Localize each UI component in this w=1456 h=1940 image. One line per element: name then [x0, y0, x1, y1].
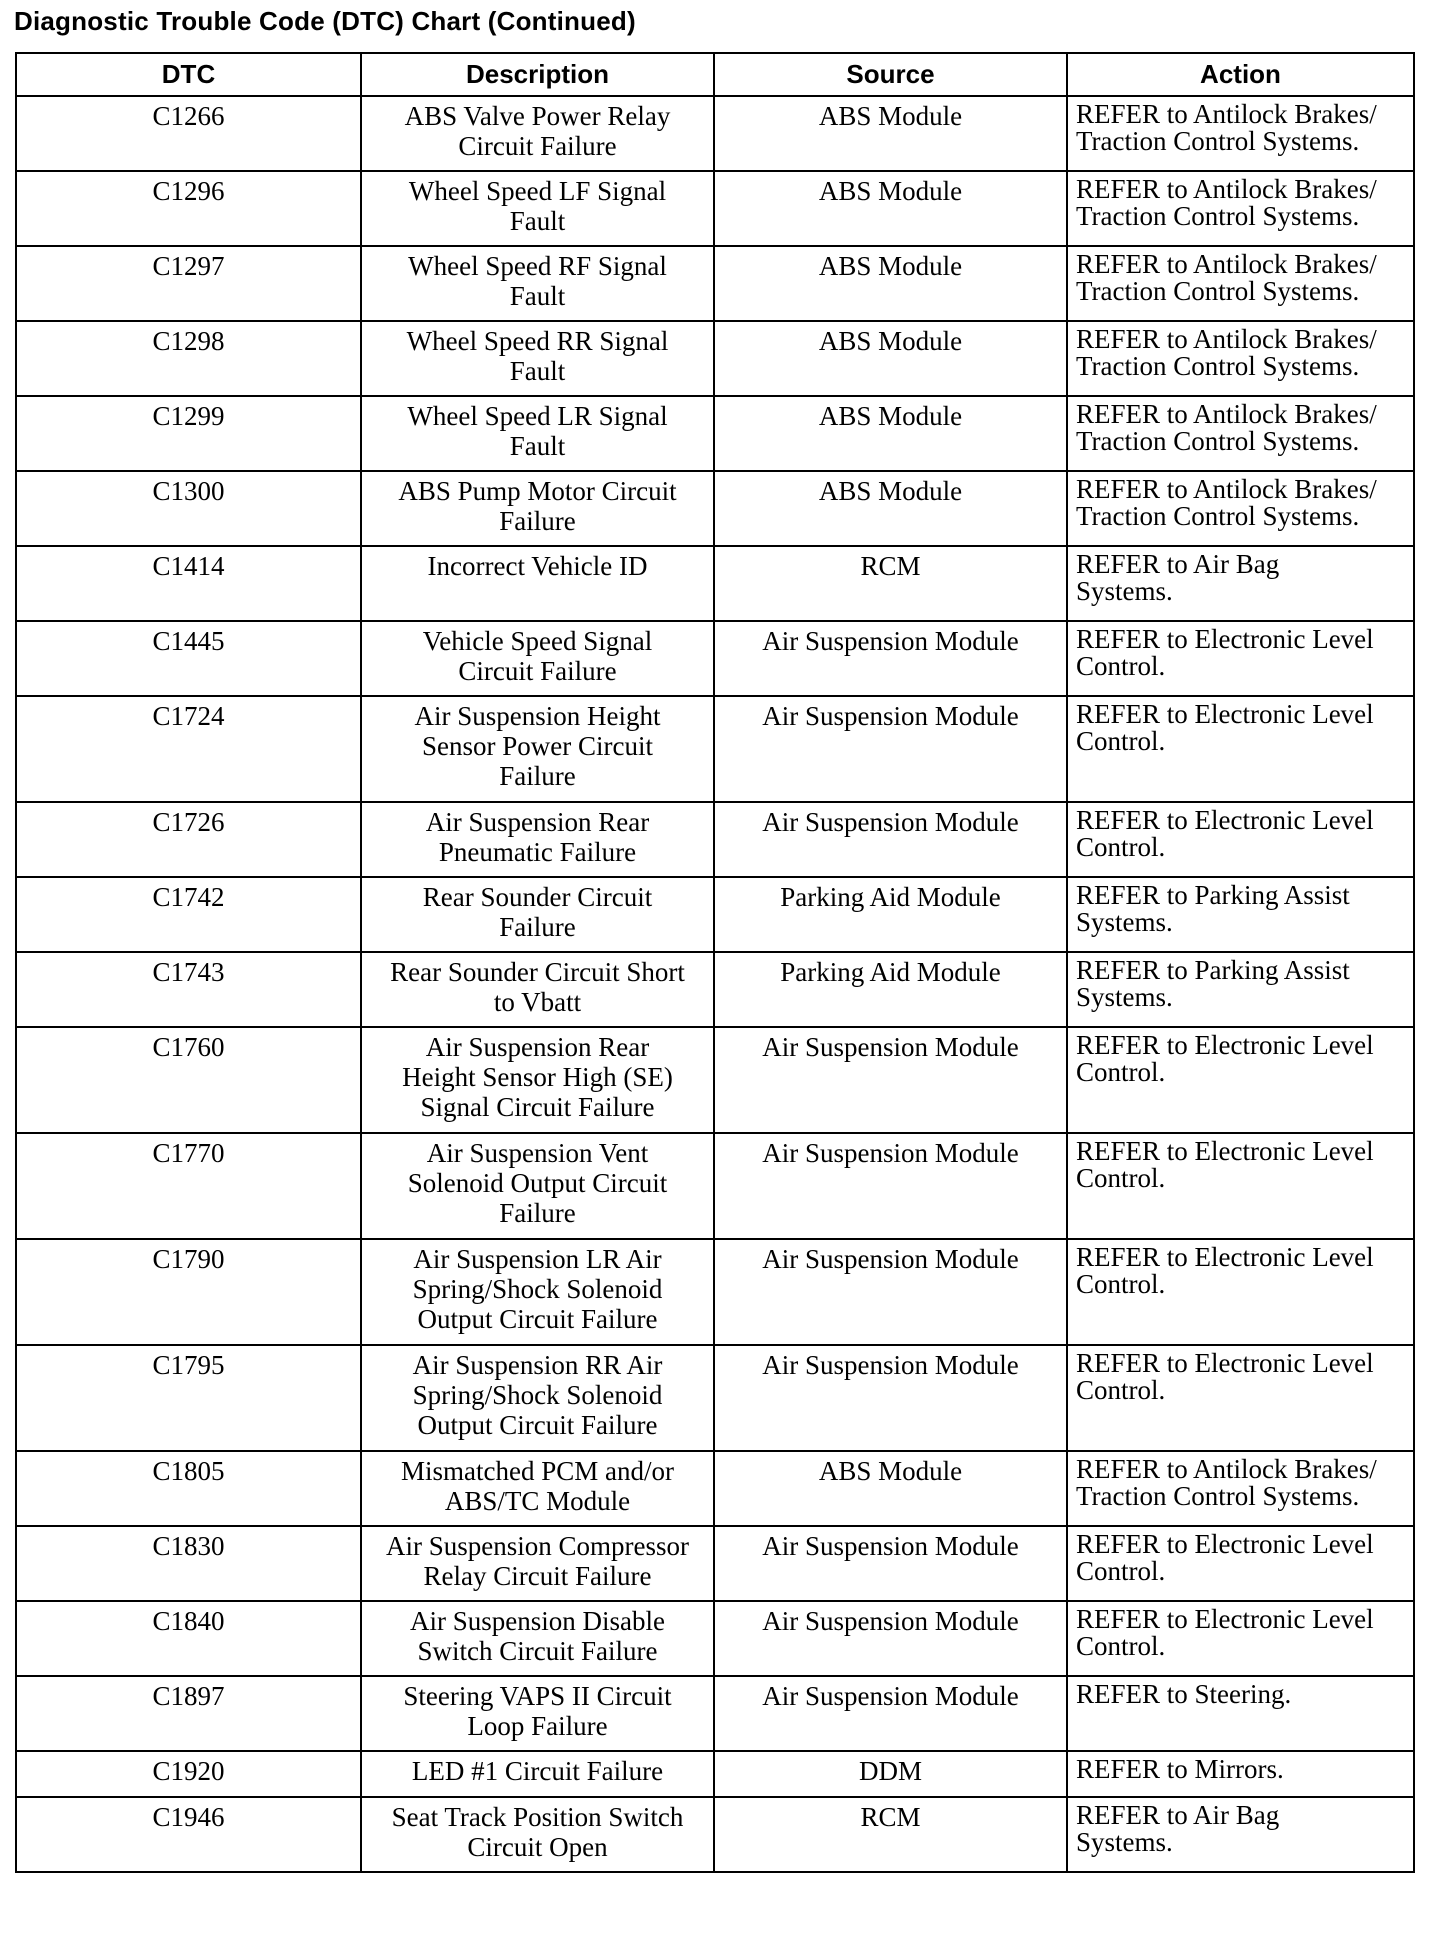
- source-cell: Air Suspension Module: [714, 802, 1067, 877]
- action-line: Control.: [1076, 1556, 1166, 1586]
- description-line: Failure: [499, 1198, 576, 1228]
- dtc-code-cell: C1770: [16, 1133, 361, 1239]
- action-line: REFER to Antilock Brakes/: [1076, 249, 1377, 279]
- table-row: [16, 802, 1414, 877]
- action-cell: [1067, 621, 1414, 696]
- action-cell: [1067, 546, 1414, 621]
- action-line: REFER to Electronic Level: [1076, 1136, 1374, 1166]
- description-cell: [361, 1797, 714, 1872]
- table-row: [16, 1133, 1414, 1239]
- dtc-code-cell: C1299: [16, 396, 361, 471]
- dtc-code-cell: C1298: [16, 321, 361, 396]
- source-cell: ABS Module: [714, 96, 1067, 171]
- description-cell: [361, 1676, 714, 1751]
- description-cell: [361, 546, 714, 621]
- source-cell: RCM: [714, 546, 1067, 621]
- description-cell: [361, 1345, 714, 1451]
- description-line: Air Suspension Rear: [425, 1032, 650, 1062]
- action-cell: [1067, 1345, 1414, 1451]
- action-line: REFER to Electronic Level: [1076, 1030, 1374, 1060]
- description-cell: [361, 1451, 714, 1526]
- description-line: Wheel Speed RF Signal: [408, 251, 667, 281]
- table-row: [16, 877, 1414, 952]
- dtc-code-cell: C1840: [16, 1601, 361, 1676]
- description-line: Pneumatic Failure: [438, 837, 637, 867]
- dtc-code-cell: C1445: [16, 621, 361, 696]
- action-line: REFER to Antilock Brakes/: [1076, 399, 1377, 429]
- dtc-code-cell: C1790: [16, 1239, 361, 1345]
- table-row: [16, 1345, 1414, 1451]
- description-line: Wheel Speed LF Signal: [408, 176, 667, 206]
- action-line: REFER to Electronic Level: [1076, 805, 1374, 835]
- column-header-action: Action: [1067, 53, 1414, 96]
- description-line: Failure: [499, 761, 576, 791]
- description-cell: [361, 1239, 714, 1345]
- page-title: Diagnostic Trouble Code (DTC) Chart (Continued): [14, 6, 636, 36]
- dtc-code-cell: C1743: [16, 952, 361, 1027]
- source-cell: ABS Module: [714, 1451, 1067, 1526]
- action-cell: [1067, 1526, 1414, 1601]
- description-line: Air Suspension Rear: [425, 807, 650, 837]
- action-cell: [1067, 1239, 1414, 1345]
- source-cell: DDM: [714, 1751, 1067, 1797]
- description-cell: [361, 696, 714, 802]
- description-cell: [361, 321, 714, 396]
- table-row: [16, 171, 1414, 246]
- dtc-code-cell: C1795: [16, 1345, 361, 1451]
- action-cell: [1067, 1797, 1414, 1872]
- source-cell: ABS Module: [714, 171, 1067, 246]
- action-line: REFER to Electronic Level: [1076, 1529, 1374, 1559]
- action-cell: [1067, 321, 1414, 396]
- description-line: Loop Failure: [467, 1711, 608, 1741]
- table-row: [16, 471, 1414, 546]
- action-line: Traction Control Systems.: [1076, 501, 1360, 531]
- action-line: Control.: [1076, 1375, 1166, 1405]
- action-cell: [1067, 1601, 1414, 1676]
- dtc-code-cell: C1296: [16, 171, 361, 246]
- source-cell: Parking Aid Module: [714, 952, 1067, 1027]
- description-line: Switch Circuit Failure: [417, 1636, 658, 1666]
- description-cell: [361, 1601, 714, 1676]
- action-cell: [1067, 1676, 1414, 1751]
- action-line: REFER to Electronic Level: [1076, 1348, 1374, 1378]
- table-row: [16, 952, 1414, 1027]
- description-line: Rear Sounder Circuit: [422, 882, 653, 912]
- table-row: [16, 96, 1414, 171]
- action-line: REFER to Parking Assist: [1076, 955, 1350, 985]
- table-header-row: [16, 53, 1414, 96]
- source-cell: RCM: [714, 1797, 1067, 1872]
- action-line: Control.: [1076, 1163, 1166, 1193]
- column-header-dtc: DTC: [16, 53, 361, 96]
- table-row: [16, 1751, 1414, 1797]
- source-cell: Air Suspension Module: [714, 1239, 1067, 1345]
- action-line: Systems.: [1076, 1827, 1173, 1857]
- action-cell: [1067, 1451, 1414, 1526]
- action-line: REFER to Antilock Brakes/: [1076, 324, 1377, 354]
- description-cell: [361, 1526, 714, 1601]
- table-row: [16, 1451, 1414, 1526]
- description-line: Fault: [509, 281, 566, 311]
- dtc-code-cell: C1266: [16, 96, 361, 171]
- description-line: Air Suspension Compressor: [386, 1531, 689, 1561]
- description-line: Spring/Shock Solenoid: [412, 1380, 663, 1410]
- source-cell: Air Suspension Module: [714, 1601, 1067, 1676]
- description-cell: [361, 246, 714, 321]
- action-line: REFER to Antilock Brakes/: [1076, 174, 1377, 204]
- source-cell: Air Suspension Module: [714, 1027, 1067, 1133]
- table-body: [16, 96, 1414, 1872]
- action-line: Control.: [1076, 832, 1166, 862]
- action-line: REFER to Electronic Level: [1076, 624, 1374, 654]
- action-line: REFER to Antilock Brakes/: [1076, 1454, 1377, 1484]
- description-cell: [361, 952, 714, 1027]
- action-line: REFER to Antilock Brakes/: [1076, 99, 1377, 129]
- table-row: [16, 1601, 1414, 1676]
- description-line: Air Suspension Height: [414, 701, 661, 731]
- description-line: Vehicle Speed Signal: [422, 626, 653, 656]
- description-line: Spring/Shock Solenoid: [412, 1274, 663, 1304]
- action-cell: [1067, 246, 1414, 321]
- description-line: ABS Valve Power Relay: [404, 101, 671, 131]
- source-cell: Air Suspension Module: [714, 696, 1067, 802]
- description-cell: [361, 471, 714, 546]
- description-line: Failure: [499, 506, 576, 536]
- action-line: Traction Control Systems.: [1076, 351, 1360, 381]
- description-line: Fault: [509, 206, 566, 236]
- description-line: Wheel Speed LR Signal: [407, 401, 668, 431]
- action-line: Control.: [1076, 726, 1166, 756]
- action-line: REFER to Electronic Level: [1076, 1242, 1374, 1272]
- action-cell: [1067, 471, 1414, 546]
- description-line: Sensor Power Circuit: [422, 731, 653, 761]
- description-line: Circuit Failure: [458, 656, 617, 686]
- description-line: Rear Sounder Circuit Short: [390, 957, 685, 987]
- description-line: Seat Track Position Switch: [391, 1802, 684, 1832]
- dtc-code-cell: C1760: [16, 1027, 361, 1133]
- description-cell: [361, 1027, 714, 1133]
- action-cell: [1067, 396, 1414, 471]
- source-cell: ABS Module: [714, 246, 1067, 321]
- action-cell: [1067, 877, 1414, 952]
- action-line: Traction Control Systems.: [1076, 126, 1360, 156]
- action-line: REFER to Electronic Level: [1076, 699, 1374, 729]
- description-line: Height Sensor High (SE): [402, 1062, 673, 1092]
- action-line: Control.: [1076, 651, 1166, 681]
- description-cell: [361, 621, 714, 696]
- description-line: ABS/TC Module: [444, 1486, 631, 1516]
- action-line: Traction Control Systems.: [1076, 201, 1360, 231]
- action-cell: [1067, 1751, 1414, 1797]
- description-line: Steering VAPS II Circuit: [403, 1681, 672, 1711]
- dtc-code-cell: C1897: [16, 1676, 361, 1751]
- description-line: Relay Circuit Failure: [423, 1561, 652, 1591]
- description-line: Fault: [509, 356, 566, 386]
- description-line: Mismatched PCM and/or: [401, 1456, 674, 1486]
- source-cell: Air Suspension Module: [714, 1345, 1067, 1451]
- action-cell: [1067, 1133, 1414, 1239]
- source-cell: Air Suspension Module: [714, 1676, 1067, 1751]
- dtc-code-cell: C1742: [16, 877, 361, 952]
- table-row: [16, 396, 1414, 471]
- table-row: [16, 321, 1414, 396]
- action-line: Traction Control Systems.: [1076, 426, 1360, 456]
- description-line: Circuit Open: [467, 1832, 608, 1862]
- description-line: Output Circuit Failure: [417, 1410, 658, 1440]
- table-row: [16, 1239, 1414, 1345]
- description-line: Signal Circuit Failure: [420, 1092, 655, 1122]
- dtc-code-cell: C1297: [16, 246, 361, 321]
- table-row: [16, 1676, 1414, 1751]
- action-line: Control.: [1076, 1631, 1166, 1661]
- action-line: REFER to Mirrors.: [1076, 1754, 1284, 1784]
- source-cell: Air Suspension Module: [714, 1526, 1067, 1601]
- column-header-description: Description: [361, 53, 714, 96]
- description-line: Failure: [499, 912, 576, 942]
- description-line: Air Suspension LR Air: [413, 1244, 662, 1274]
- action-line: REFER to Electronic Level: [1076, 1604, 1374, 1634]
- action-cell: [1067, 171, 1414, 246]
- action-line: Systems.: [1076, 907, 1173, 937]
- source-cell: ABS Module: [714, 396, 1067, 471]
- table-row: [16, 696, 1414, 802]
- description-cell: [361, 1133, 714, 1239]
- source-cell: ABS Module: [714, 321, 1067, 396]
- dtc-code-cell: C1946: [16, 1797, 361, 1872]
- description-cell: [361, 171, 714, 246]
- action-line: REFER to Air Bag: [1076, 1800, 1280, 1830]
- action-line: REFER to Air Bag: [1076, 549, 1280, 579]
- action-line: REFER to Parking Assist: [1076, 880, 1350, 910]
- dtc-code-cell: C1805: [16, 1451, 361, 1526]
- description-cell: [361, 96, 714, 171]
- column-header-source: Source: [714, 53, 1067, 96]
- description-line: to Vbatt: [493, 987, 582, 1017]
- description-line: Air Suspension Vent: [426, 1138, 649, 1168]
- description-line: LED #1 Circuit Failure: [411, 1756, 664, 1786]
- description-cell: [361, 396, 714, 471]
- action-line: Control.: [1076, 1057, 1166, 1087]
- description-line: Circuit Failure: [458, 131, 617, 161]
- action-line: Traction Control Systems.: [1076, 276, 1360, 306]
- action-line: REFER to Steering.: [1076, 1679, 1292, 1709]
- action-cell: [1067, 1027, 1414, 1133]
- table-row: [16, 546, 1414, 621]
- dtc-code-cell: C1300: [16, 471, 361, 546]
- dtc-table: [15, 52, 1415, 1873]
- source-cell: Air Suspension Module: [714, 621, 1067, 696]
- description-line: Solenoid Output Circuit: [407, 1168, 668, 1198]
- table-row: [16, 246, 1414, 321]
- table-row: [16, 1797, 1414, 1872]
- action-line: REFER to Antilock Brakes/: [1076, 474, 1377, 504]
- description-line: Air Suspension RR Air: [412, 1350, 663, 1380]
- action-cell: [1067, 96, 1414, 171]
- table-row: [16, 1526, 1414, 1601]
- table-row: [16, 621, 1414, 696]
- dtc-code-cell: C1726: [16, 802, 361, 877]
- action-line: Systems.: [1076, 982, 1173, 1012]
- description-line: Wheel Speed RR Signal: [406, 326, 669, 356]
- source-cell: Air Suspension Module: [714, 1133, 1067, 1239]
- description-cell: [361, 1751, 714, 1797]
- table-row: [16, 1027, 1414, 1133]
- description-cell: [361, 877, 714, 952]
- action-line: Systems.: [1076, 576, 1173, 606]
- dtc-code-cell: C1830: [16, 1526, 361, 1601]
- description-line: Output Circuit Failure: [417, 1304, 658, 1334]
- source-cell: Parking Aid Module: [714, 877, 1067, 952]
- dtc-code-cell: C1724: [16, 696, 361, 802]
- action-line: Traction Control Systems.: [1076, 1481, 1360, 1511]
- dtc-code-cell: C1920: [16, 1751, 361, 1797]
- description-line: Incorrect Vehicle ID: [427, 551, 648, 581]
- description-line: Fault: [509, 431, 566, 461]
- description-cell: [361, 802, 714, 877]
- dtc-code-cell: C1414: [16, 546, 361, 621]
- description-line: Air Suspension Disable: [410, 1606, 665, 1636]
- source-cell: ABS Module: [714, 471, 1067, 546]
- action-cell: [1067, 802, 1414, 877]
- description-line: ABS Pump Motor Circuit: [398, 476, 677, 506]
- action-cell: [1067, 696, 1414, 802]
- action-cell: [1067, 952, 1414, 1027]
- action-line: Control.: [1076, 1269, 1166, 1299]
